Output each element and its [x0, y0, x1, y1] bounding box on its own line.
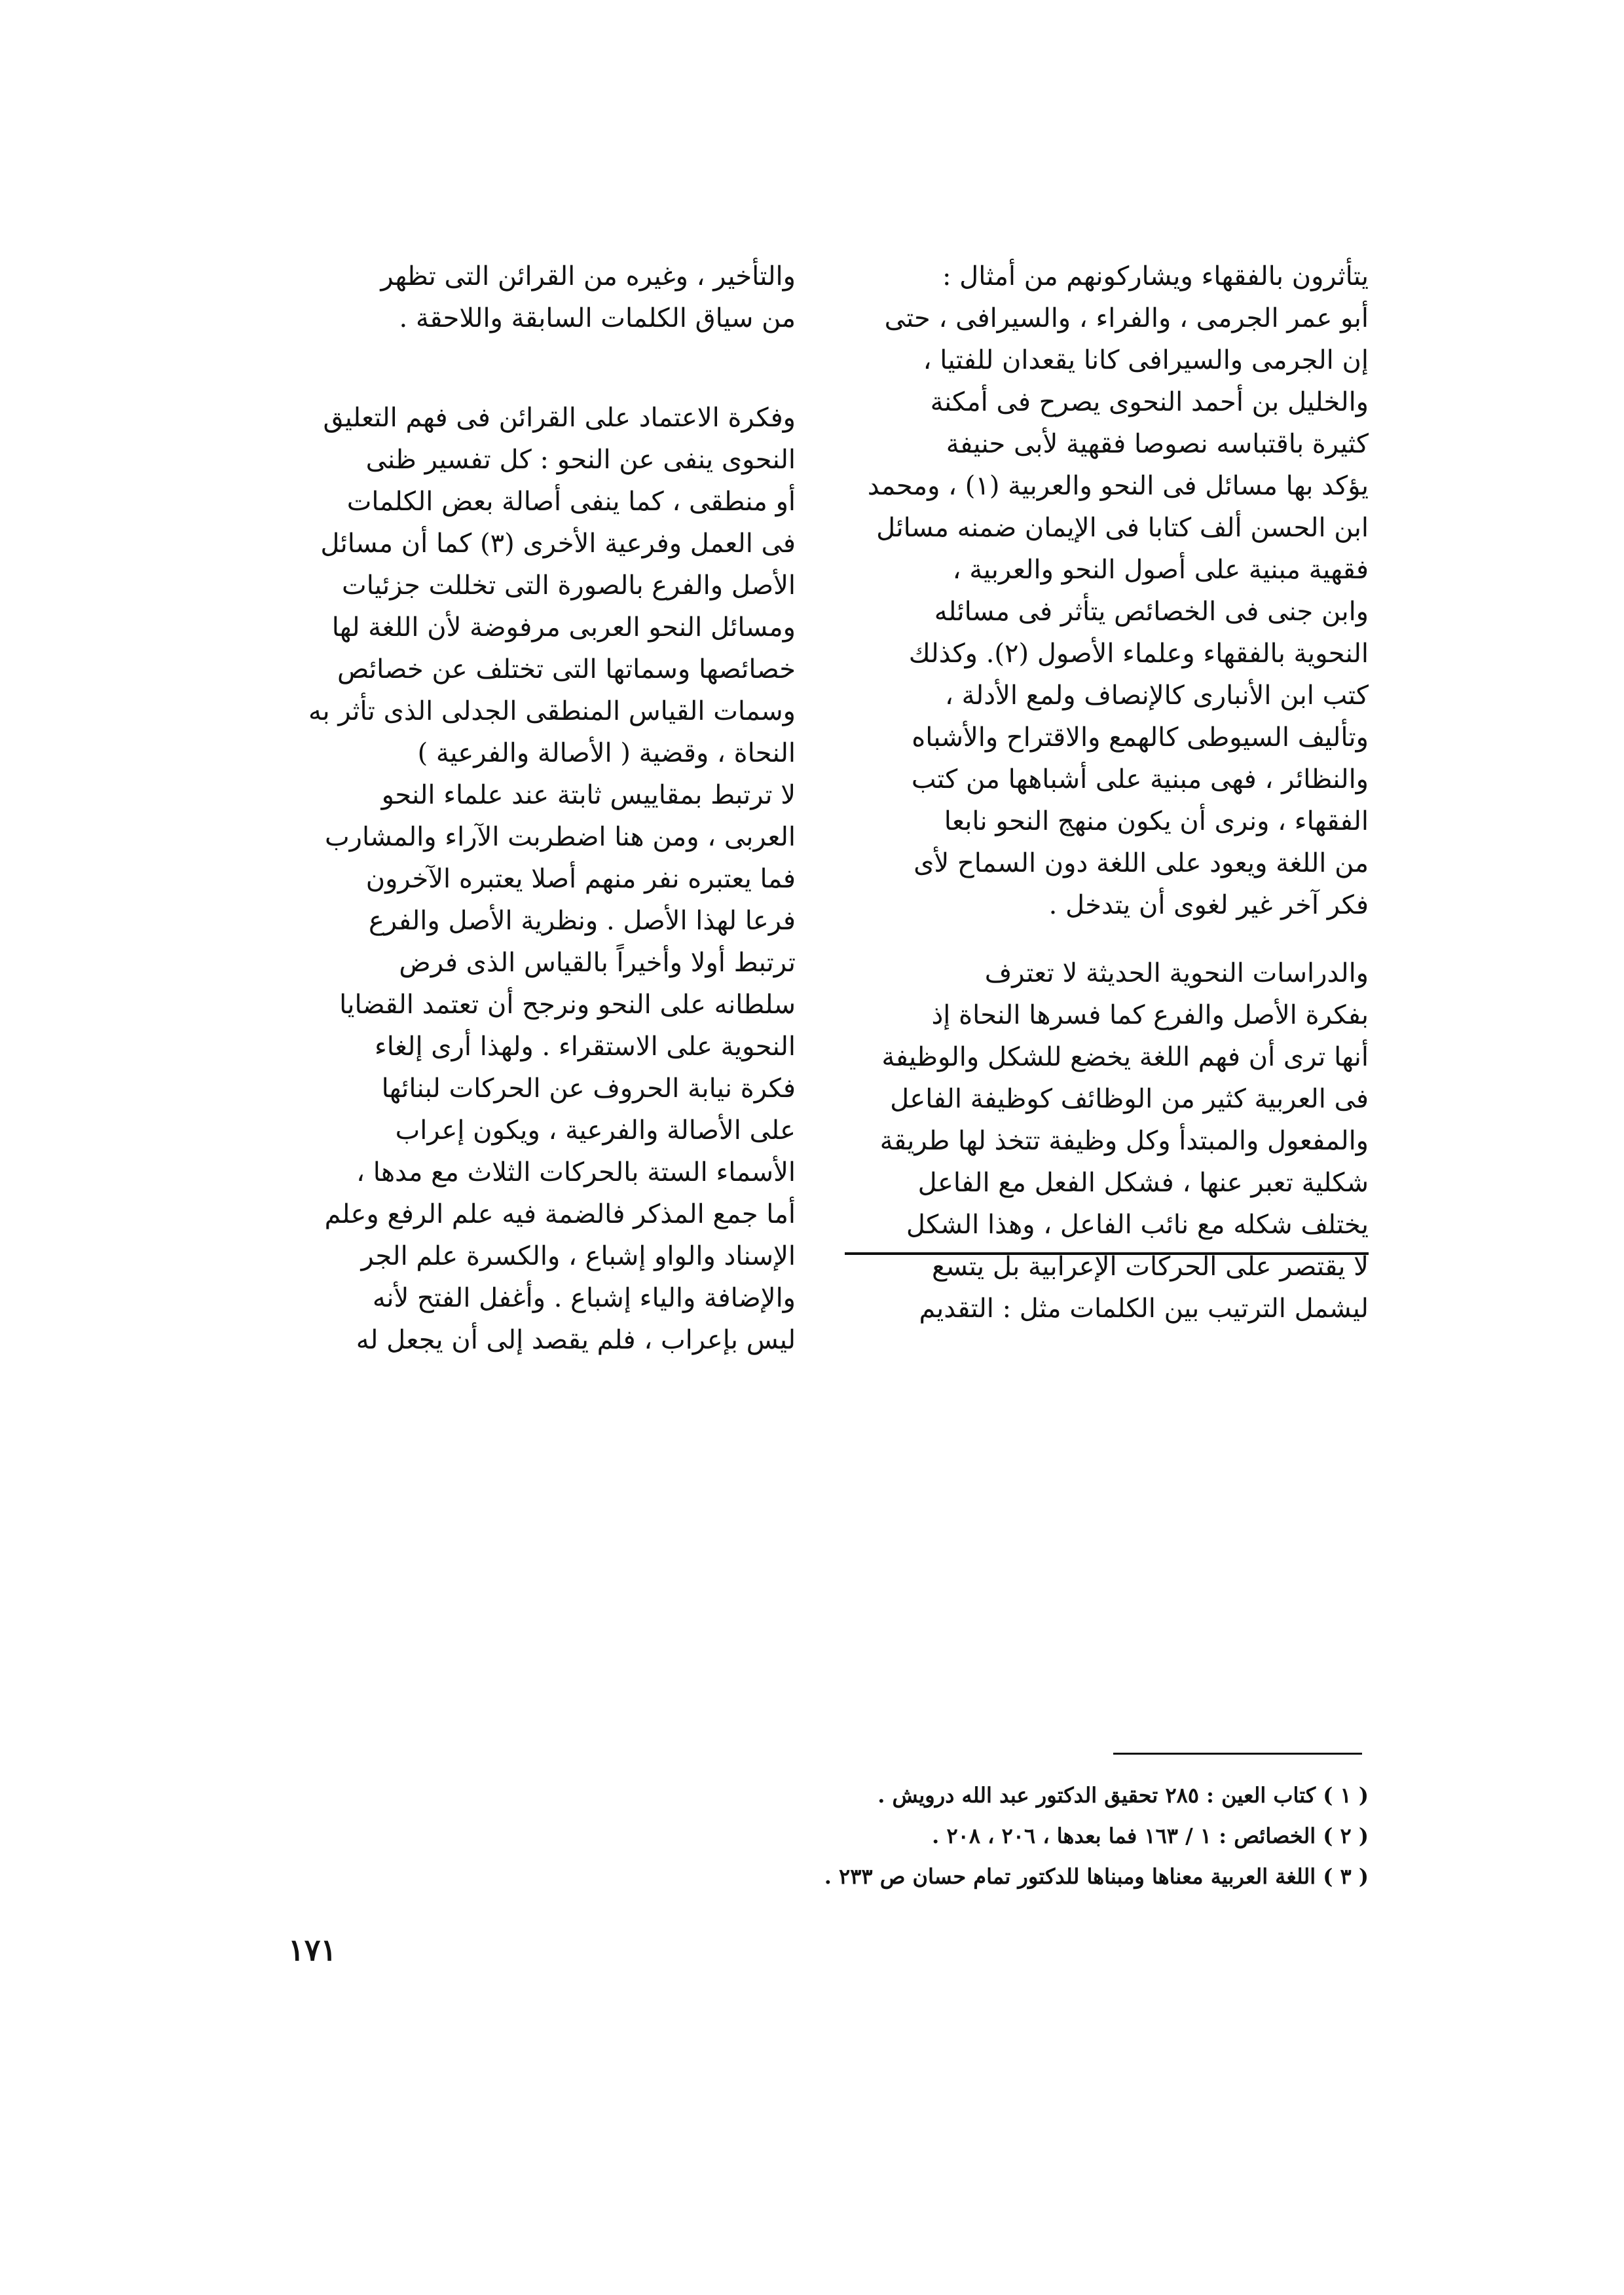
text-line: شكلية تعبر عنها ، فشكل الفعل مع الفاعل	[917, 1168, 1369, 1198]
text-line: والنظائر ، فهى مبنية على أشباهها من كتب	[911, 764, 1369, 794]
text-line: أما جمع المذكر فالضمة فيه علم الرفع وعلم	[324, 1199, 796, 1229]
text-line: لا ترتبط بمقاييس ثابتة عند علماء النحو	[381, 780, 796, 810]
text-line: وسمات القياس المنطقى الجدلى الذى تأثر به	[308, 696, 796, 726]
text-line: النحوية على الاستقراء . ولهذا أرى إلغاء	[374, 1032, 796, 1062]
text-line: والمفعول والمبتدأ وكل وظيفة تتخذ لها طريقة	[879, 1126, 1369, 1156]
text-line: من سياق الكلمات السابقة واللاحقة .	[399, 303, 796, 333]
text-line: كثيرة باقتباسه نصوصا فقهية لأبى حنيفة	[946, 429, 1369, 459]
text-line: على الأصالة والفرعية ، ويكون إعراب	[395, 1115, 796, 1146]
spacer	[285, 339, 796, 397]
text-line: ليشمل الترتيب بين الكلمات مثل : التقديم	[919, 1294, 1369, 1324]
text-line: والتأخير ، وغيره من القرائن التى تظهر	[380, 261, 796, 291]
text-line: ومسائل النحو العربى مرفوضة لأن اللغة لها	[331, 612, 796, 643]
footnotes	[688, 1775, 1369, 1897]
text-line: وتأليف السيوطى كالهمع والاقتراح والأشباه	[912, 722, 1369, 753]
footnote-1: ( ١ ) كتاب العين : ٢٨٥ تحقيق الدكتور عبد الله درويش .	[877, 1783, 1369, 1808]
text-line: الأسماء الستة بالحركات الثلاث مع مدها ،	[356, 1157, 796, 1187]
text-line: ابن الحسن ألف كتابا فى الإيمان ضمنه مسائل	[876, 513, 1369, 543]
text-line: فكر آخر غير لغوى أن يتدخل .	[1048, 890, 1369, 920]
text-line: فرعا لهذا الأصل . ونظرية الأصل والفرع	[368, 906, 796, 936]
text-line: والخليل بن أحمد النحوى يصرح فى أمكنة	[930, 387, 1369, 417]
text-line: لا يقتصر على الحركات الإعرابية بل يتسع	[931, 1252, 1369, 1282]
paragraph	[845, 255, 1369, 926]
footnote-2: ( ٢ ) الخصائص : ١ / ١٦٣ فما بعدها ، ٢٠٦ ، ٢٠٨ .	[932, 1823, 1369, 1848]
text-line: خصائصها وسماتها التى تختلف عن خصائص	[337, 654, 796, 684]
text-line: فى العمل وفرعية الأخرى (٣) كما أن مسائل	[320, 529, 796, 559]
text-line: ليس بإعراب ، فلم يقصد إلى أن يجعل له	[356, 1325, 796, 1355]
paragraph	[285, 397, 796, 1361]
right-column	[845, 255, 1369, 1330]
footnote-3: ( ٣ ) اللغة العربية معناها ومبناها للدكتور تمام حسان ص ٢٣٣ .	[824, 1864, 1369, 1889]
text-line: من اللغة ويعود على اللغة دون السماح لأى	[913, 848, 1369, 878]
text-line: الفقهاء ، ونرى أن يكون منهج النحو نابعا	[944, 806, 1369, 836]
text-line: إن الجرمى والسيرافى كانا يقعدان للفتيا ،	[923, 345, 1369, 375]
text-line: والإضافة والياء إشباع . وأغفل الفتح لأنه	[372, 1283, 796, 1313]
page-number: ١٧١	[288, 1932, 337, 1968]
text-line: يؤكد بها مسائل فى النحو والعربية (١) ، ومحمد	[867, 471, 1369, 501]
text-line: فكرة نيابة الحروف عن الحركات لبنائها	[381, 1073, 796, 1104]
text-line: العربى ، ومن هنا اضطربت الآراء والمشارب	[324, 822, 796, 852]
text-line: وابن جنى فى الخصائص يتأثر فى مسائله	[934, 597, 1369, 627]
text-line: سلطانه على النحو ونرجح أن تعتمد القضايا	[339, 990, 796, 1020]
left-column	[285, 255, 796, 1361]
text-line: النحاة ، وقضية ( الأصالة والفرعية )	[417, 738, 796, 768]
paragraph	[845, 952, 1369, 1330]
text-line: الأصل والفرع بالصورة التى تخللت جزئيات	[342, 570, 796, 601]
text-line: فى العربية كثير من الوظائف كوظيفة الفاعل	[890, 1084, 1369, 1114]
text-line: يتأثرون بالفقهاء ويشاركونهم من أمثال :	[942, 261, 1369, 291]
text-line: أو منطقى ، كما ينفى أصالة بعض الكلمات	[346, 487, 796, 517]
text-line: الإسناد والواو إشباع ، والكسرة علم الجر	[361, 1241, 796, 1271]
text-line: النحوية بالفقهاء وعلماء الأصول (٢). وكذلك	[908, 639, 1369, 669]
text-line: كتب ابن الأنبارى كالإنصاف ولمع الأدلة ،	[944, 681, 1369, 711]
text-line: أنها ترى أن فهم اللغة يخضع للشكل والوظيفة	[881, 1042, 1369, 1072]
spacer	[845, 926, 1369, 952]
text-line: النحوى ينفى عن النحو : كل تفسير ظنى	[365, 445, 796, 475]
footnote-separator	[1113, 1753, 1362, 1755]
text-line: بفكرة الأصل والفرع كما فسرها النحاة إذ	[931, 1000, 1369, 1030]
text-line: وفكرة الاعتماد على القرائن فى فهم التعليق	[323, 403, 796, 433]
text-line: فقهية مبنية على أصول النحو والعربية ،	[952, 555, 1369, 585]
paragraph	[285, 255, 796, 339]
text-line: أبو عمر الجرمى ، والفراء ، والسيرافى ، حتى	[884, 303, 1369, 333]
column-divider-rule	[845, 1252, 1369, 1255]
text-line: فما يعتبره نفر منهم أصلا يعتبره الآخرون	[365, 864, 796, 894]
text-line: ترتبط أولا وأخيراً بالقياس الذى فرض	[399, 948, 796, 978]
text-line: والدراسات النحوية الحديثة لا تعترف	[984, 958, 1369, 988]
text-line: يختلف شكله مع نائب الفاعل ، وهذا الشكل	[906, 1210, 1369, 1240]
